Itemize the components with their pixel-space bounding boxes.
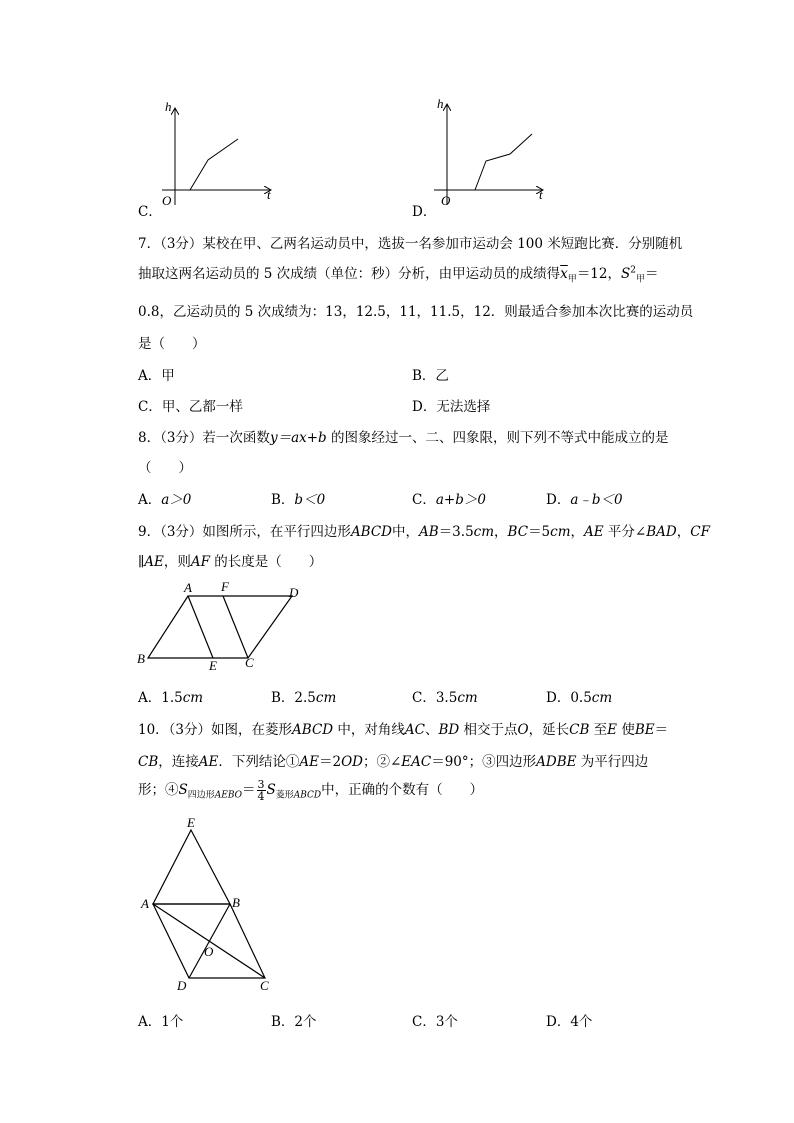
q8-option-c[interactable]	[412, 488, 486, 508]
q9-l2a: ∥	[138, 554, 145, 570]
q7-eq: ＝	[645, 266, 659, 282]
q9-ae: AE	[584, 524, 604, 540]
q8-option-a-text: a＞0	[161, 492, 192, 508]
q10-l2a: ，连接	[158, 754, 199, 770]
q9-cf: CF	[690, 524, 710, 540]
q10-p7: 使	[617, 722, 635, 738]
q9-label-d: D	[289, 585, 299, 600]
q7-option-d[interactable]: D．无法选择	[412, 399, 491, 415]
q10-l2-od: OD	[341, 754, 363, 770]
q9-p2: 中，	[392, 524, 420, 540]
q9-p1: 9．（3分）如图所示，在平行四边形	[138, 524, 351, 540]
q8-option-b-text: b＜0	[294, 492, 326, 508]
q8-option-d-text: a﹣b＜0	[570, 492, 623, 508]
q10-p3: 、	[425, 722, 439, 738]
q10-figure	[133, 818, 283, 998]
q7-option-c[interactable]: C．甲、乙都一样	[138, 399, 243, 415]
q9-option-c[interactable]	[412, 686, 478, 706]
q9-p4: ，	[494, 524, 508, 540]
q9-option-d-unit: cm	[591, 690, 613, 706]
q10-label-e: E	[187, 818, 195, 830]
graph-c-h-label: h	[165, 99, 172, 114]
q10-l3-sub2a: 菱形	[275, 790, 294, 801]
q10-l2f: 为平行四边	[576, 754, 649, 770]
q9-l2b: ，则	[163, 554, 191, 570]
q9-p3: ＝3.5	[438, 524, 474, 540]
q7-line1: 7．（3分）某校在甲、乙两名运动员中，选拔一名参加市运动会 100 米短跑比赛．分别随机	[138, 236, 683, 252]
q9-option-d[interactable]	[546, 686, 612, 706]
q8-option-c-text: a+b＞0	[435, 492, 486, 508]
q9-cm1: cm	[473, 524, 495, 540]
q10-line3	[138, 778, 483, 802]
q9-abcd: ABCD	[350, 524, 393, 540]
q10-frac-den: 4	[257, 790, 265, 803]
q8-option-d[interactable]	[546, 488, 623, 508]
q10-l3-s2: S	[266, 782, 276, 798]
q10-label-d: D	[177, 978, 187, 993]
q10-line1	[138, 718, 668, 738]
graph-c-curve	[190, 139, 238, 190]
q10-option-a[interactable]: A．1个	[138, 1014, 184, 1030]
q7-sub-jia: 甲	[567, 274, 577, 285]
graph-d	[412, 95, 552, 215]
q8-option-c-prefix: C．	[412, 492, 436, 508]
q9-label-b: B	[137, 651, 145, 666]
q9-label-a: A	[184, 580, 192, 595]
graph-d-h-label: h	[437, 96, 444, 111]
q10-l3-sub1a: 四边形	[187, 790, 215, 801]
q10-l3-sub1	[188, 791, 242, 801]
q7-s: S	[621, 266, 631, 282]
q9-label-e: E	[209, 658, 217, 673]
q9-p7: 平分∠	[603, 524, 647, 540]
q10-l2e: ＝90°；③四边形	[431, 754, 537, 770]
q10-p4: 相交于点	[459, 722, 518, 738]
q10-fraction	[257, 779, 266, 802]
q10-p1: 10．（3分）如图，在菱形	[138, 722, 293, 738]
q7-line3: 0.8，乙运动员的 5 次成绩为：13，12.5，11，11.5，12．则最适合参加本次比赛的运动员	[138, 304, 694, 320]
q9-label-c: C	[245, 655, 254, 670]
q8-line1	[138, 426, 668, 446]
q9-af: AF	[190, 554, 210, 570]
q9-option-b-text: B．2.5	[271, 690, 316, 706]
q10-l3-sub2	[276, 791, 321, 801]
q9-p8: ，	[676, 524, 691, 540]
q9-bad: BAD	[646, 524, 677, 540]
q10-o: O	[517, 722, 529, 738]
q8-option-d-prefix: D．	[546, 492, 571, 508]
graph-d-option-label: D．	[412, 204, 437, 220]
q10-ac: AC	[404, 722, 425, 738]
q10-l3-sub1b: AEBO	[214, 790, 242, 801]
graph-c	[140, 95, 280, 215]
q9-line2	[138, 550, 322, 570]
q7-line2	[138, 262, 659, 285]
q10-option-c[interactable]: C．3个	[412, 1014, 458, 1030]
q9-option-b-unit: cm	[315, 690, 337, 706]
q10-l2d: ；②∠	[362, 754, 402, 770]
q10-label-c: C	[260, 978, 269, 993]
q10-l3-eq: ＝	[242, 782, 256, 798]
q10-label-b: B	[232, 895, 240, 910]
q9-segment-ae	[188, 596, 213, 658]
q10-cb: CB	[569, 722, 590, 738]
q8-option-a-prefix: A．	[138, 492, 162, 508]
graph-d-curve	[475, 134, 532, 190]
q9-p6: ，	[570, 524, 585, 540]
q10-option-d[interactable]: D．4个	[546, 1014, 593, 1030]
q10-option-b[interactable]: B．2个	[271, 1014, 317, 1030]
q8-option-a[interactable]	[138, 488, 191, 508]
q8-post: 的图象经过一、二、四象限，则下列不等式中能成立的是	[326, 430, 669, 446]
q10-l2-ae: AE	[198, 754, 219, 770]
q9-option-a-unit: cm	[182, 690, 204, 706]
q8-line2: （ ）	[138, 460, 192, 476]
q9-cm2: cm	[550, 524, 571, 540]
graph-d-t-label: t	[539, 187, 543, 202]
q10-label-a: A	[141, 896, 149, 911]
q8-func: y＝ax+b	[269, 430, 327, 446]
q10-l3-sub2b: ABCD	[293, 790, 322, 801]
q7-xbar: $\overline{x}$	[560, 266, 568, 282]
q10-l2c: ＝2	[318, 754, 342, 770]
q10-e: E	[607, 722, 618, 738]
q7-option-b[interactable]: B．乙	[412, 368, 449, 384]
graph-c-option-label: C．	[138, 204, 162, 220]
q9-ab: AB	[419, 524, 439, 540]
q9-line1	[138, 520, 710, 540]
q9-option-b[interactable]	[271, 686, 336, 706]
q10-diagonal-bd	[189, 904, 230, 978]
q10-abcd: ABCD	[292, 722, 334, 738]
q7-option-a[interactable]: A．甲	[138, 368, 175, 384]
q8-option-b-prefix: B．	[271, 492, 295, 508]
q9-p5: ＝5	[528, 524, 551, 540]
graph-c-t-label: t	[267, 187, 271, 202]
q9-ae2: AE	[144, 554, 164, 570]
q10-l3a: 形；④	[138, 782, 179, 798]
q7-sub-jia2: 甲	[635, 274, 645, 285]
q10-p5: ，延长	[528, 722, 570, 738]
graph-c-origin: O	[162, 193, 172, 208]
q10-l3-s1: S	[178, 782, 188, 798]
q9-option-c-text: C．3.5	[412, 690, 458, 706]
q9-label-f: F	[221, 579, 229, 594]
q10-l2-adbe: ADBE	[536, 754, 577, 770]
q9-parallelogram	[148, 596, 292, 658]
q10-bd: BD	[438, 722, 460, 738]
q10-be: BE	[634, 722, 655, 738]
q10-l2-ae2: AE	[299, 754, 319, 770]
graph-d-origin: O	[441, 193, 451, 208]
q10-p8: ＝	[654, 722, 669, 738]
q9-l2c: 的长度是（ ）	[209, 554, 323, 570]
q10-l2-eac: EAC	[401, 754, 432, 770]
q9-option-d-text: D．0.5	[546, 690, 592, 706]
q9-figure	[130, 578, 320, 673]
q10-line2	[138, 750, 648, 770]
q9-segment-cf	[223, 596, 248, 658]
q10-label-o: O	[204, 944, 214, 959]
q8-option-b[interactable]	[271, 488, 325, 508]
q10-p6: 至	[589, 722, 608, 738]
q7-line4: 是（ ）	[138, 336, 206, 352]
q9-bc: BC	[507, 524, 529, 540]
q10-l3b: 中，正确的个数有（ ）	[321, 782, 484, 798]
q9-option-a[interactable]	[138, 686, 203, 706]
q10-l2b: ．下列结论①	[218, 754, 300, 770]
q7-eq12: ＝12，	[576, 266, 621, 282]
q10-frac-num: 3	[257, 778, 265, 791]
q7-line2-text: 抽取这两名运动员的 5 次成绩（单位：秒）分析，由甲运动员的成绩得	[138, 266, 561, 282]
q9-option-a-text: A．1.5	[138, 690, 183, 706]
q10-triangle-abe	[153, 830, 230, 904]
q8-pre: 8．（3分）若一次函数	[138, 430, 270, 446]
q10-l2-cb: CB	[138, 754, 159, 770]
q7-sup2: 2	[630, 265, 636, 276]
q9-option-c-unit: cm	[457, 690, 478, 706]
q10-p2: 中，对角线	[333, 722, 405, 738]
